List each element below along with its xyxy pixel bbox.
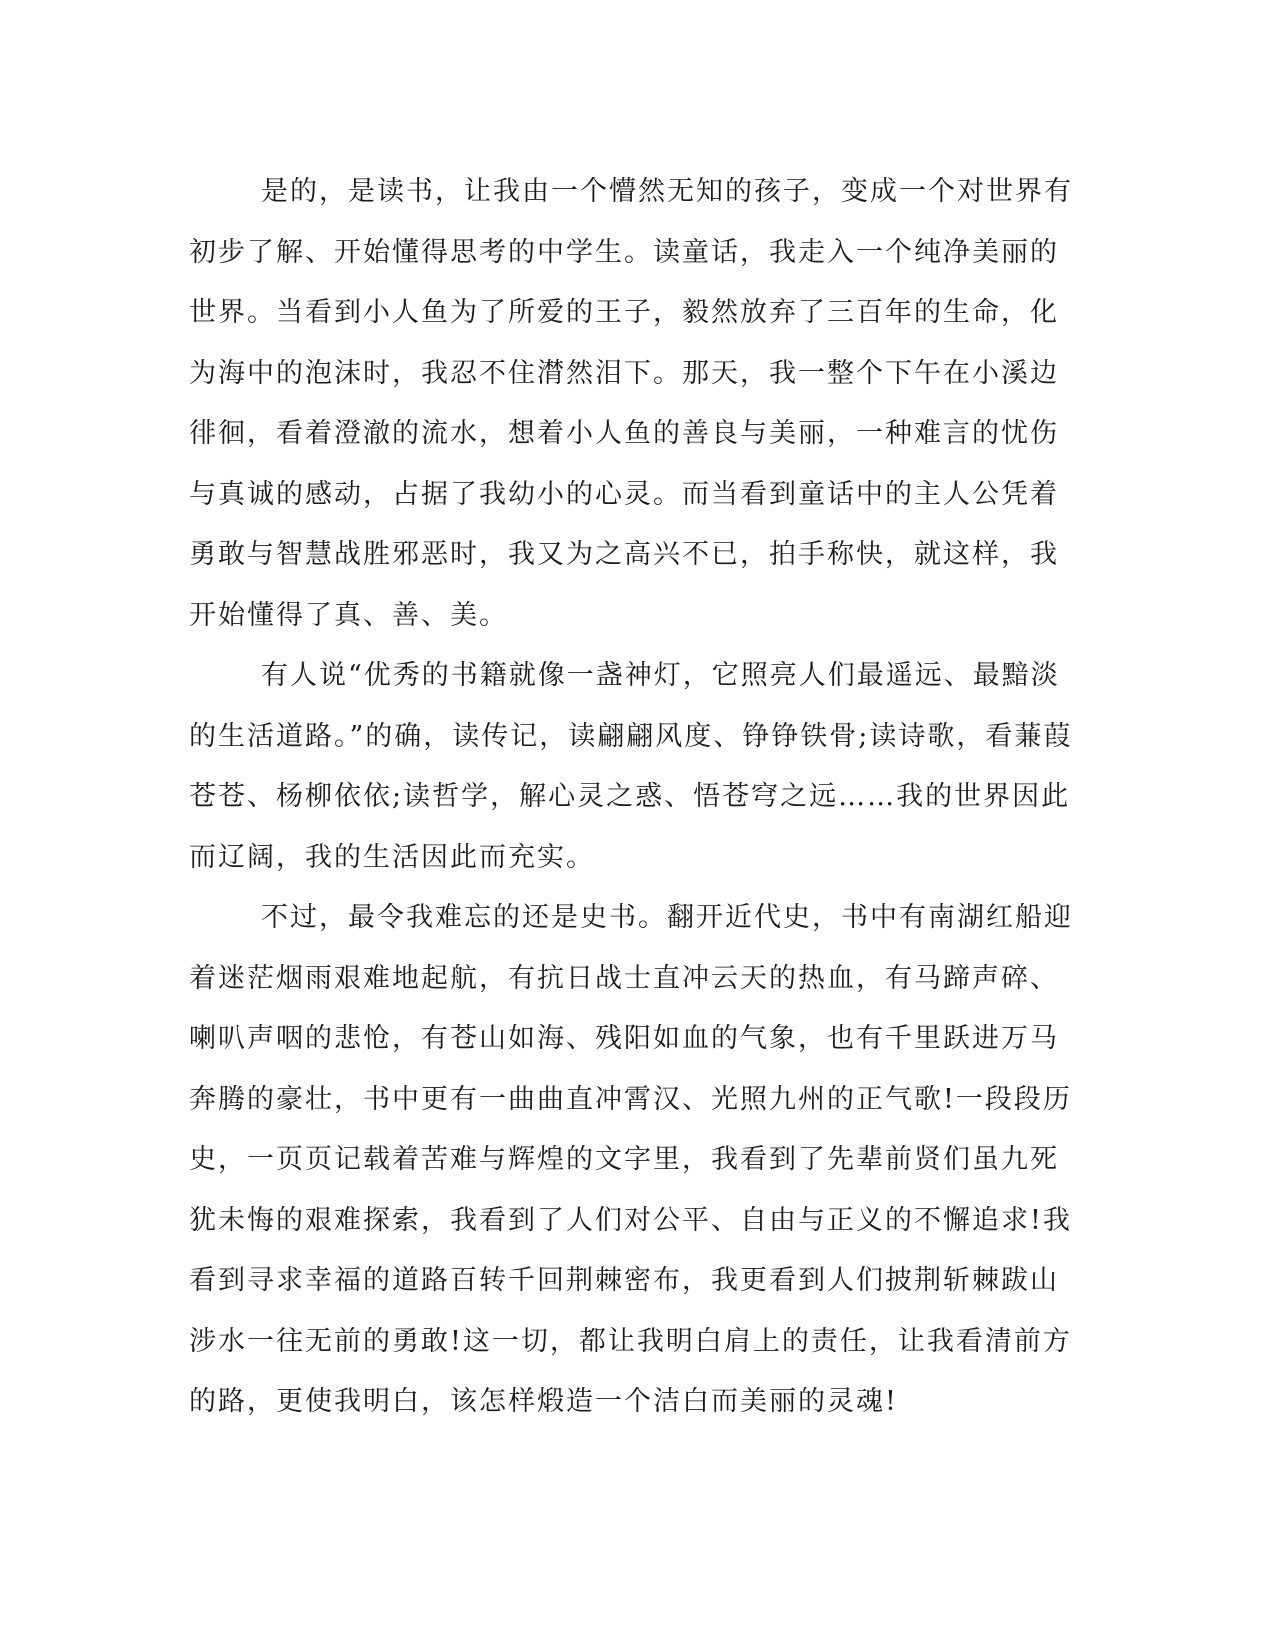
paragraph-1-line: 世界。当看到小人鱼为了所爱的王子，毅然放弃了三百年的生命，化: [189, 297, 1059, 328]
paragraph-3-line: 奔腾的豪壮，书中更有一曲曲直冲霄汉、光照九州的正气歌!一段段历: [189, 1083, 1072, 1115]
paragraph-3-line: 涉水一往无前的勇敢!这一切，都让我明白肩上的责任，让我看清前方: [189, 1325, 1072, 1357]
paragraph-2-line: 而辽阔，我的生活因此而充实。: [189, 841, 595, 873]
body-text: [189, 162, 1079, 1433]
paragraph-1-line: 为海中的泡沫时，我忍不住潸然泪下。那天，我一整个下午在小溪边: [189, 357, 1059, 389]
paragraph-1-line: 与真诚的感动，占据了我幼小的心灵。而当看到童话中的主人公凭着: [189, 478, 1059, 510]
paragraph-2-line: 的生活道路。”的确，读传记，读翩翩风度、铮铮铁骨;读诗歌，看蒹葭: [189, 720, 1073, 752]
paragraph-1-line: 是的，是读书，让我由一个懵然无知的孩子，变成一个对世界有: [261, 176, 1073, 207]
paragraph-1-line: 勇敢与智慧战胜邪恶时，我又为之高兴不已，拍手称快，就这样，我: [189, 539, 1059, 570]
paragraph-2-line: 有人说“优秀的书籍就像一盏神灯，它照亮人们最遥远、最黯淡: [261, 660, 1060, 691]
paragraph-1-line: 徘徊，看着澄澈的流水，想着小人鱼的善良与美丽，一种难言的忧伤: [189, 418, 1059, 449]
paragraph-3-line: 犹未悔的艰难探索，我看到了人们对公平、自由与正义的不懈追求!我: [189, 1204, 1072, 1236]
paragraph-3-line: 史，一页页记载着苦难与辉煌的文字里，我看到了先辈前贤们虽九死: [189, 1144, 1059, 1175]
paragraph-3-line: 的路，更使我明白，该怎样煅造一个洁白而美丽的灵魂!: [189, 1386, 898, 1417]
paragraph-3-line: 喇叭声咽的悲怆，有苍山如海、残阳如血的气象，也有千里跃进万马: [189, 1023, 1059, 1054]
paragraph-1-line: 初步了解、开始懂得思考的中学生。读童话，我走入一个纯净美丽的: [189, 236, 1059, 268]
paragraph-1-line: 开始懂得了真、善、美。: [189, 599, 508, 631]
paragraph-3-line: 着迷茫烟雨艰难地起航，有抗日战士直冲云天的热血，有马蹄声碎、: [189, 962, 1059, 994]
paragraph-2-line: 苍苍、杨柳依依;读哲学，解心灵之惑、悟苍穹之远……我的世界因此: [189, 781, 1071, 812]
paragraph-3-line: 不过，最令我难忘的还是史书。翻开近代史，书中有南湖红船迎: [261, 902, 1073, 933]
paragraph-3-line: 看到寻求幸福的道路百转千回荆棘密布，我更看到人们披荆斩棘跋山: [189, 1265, 1059, 1296]
